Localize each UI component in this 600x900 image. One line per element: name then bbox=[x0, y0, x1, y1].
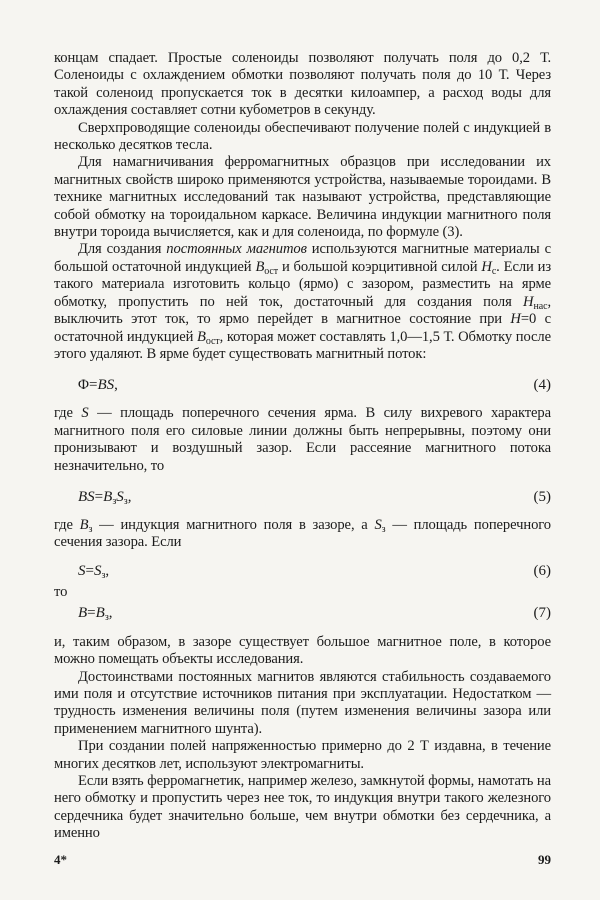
page-content bbox=[54, 50, 551, 843]
paragraph-10: Если взять ферромагнетик, например железо, замкнутой формы, намотать на него обмотку и пропустить через нее ток, то индукция внутри такого железного сердечника будет значительно больше, чем внутри обмотки без сердечника, а именно bbox=[54, 773, 551, 842]
paragraph-1: концам спадает. Простые соленоиды позволяют получать поля до 0,2 Т. Соленоиды с охлаждением обмотки позволяют получать поля до 10 Т. Через такой соленоид пропускается ток в десятки килоампер, а расход воды для охлаждения составляет сотни кубометров в секунду. bbox=[54, 50, 551, 119]
paragraph-2: Сверхпроводящие соленоиды обеспечивают получение полей с индукцией в несколько десятков тесла. bbox=[54, 119, 551, 154]
formula-7-number: (7) bbox=[533, 604, 551, 621]
paragraph-9: При создании полей напряженностью примерно до 2 Т издавна, в течение многих десятков лет, используют электромагниты. bbox=[54, 738, 551, 772]
formula-4-number: (4) bbox=[533, 377, 551, 394]
page-footer bbox=[54, 852, 551, 868]
paragraph-3: Для намагничивания ферромагнитных образцов при исследовании их магнитных свойств широко применяются устройства, называемые тороидами. В технике магнитных исследований так называют устройства, представляющие собой обмотку на тороидальном каркасе. Величина индукции магнитного поля внутри тороида вычисляется, как и для соленоида, по формуле (3). bbox=[54, 154, 551, 241]
formula-5: $BS=B_зS_з$, (5) bbox=[78, 488, 551, 507]
formula-6: $S=S_з$, (6) bbox=[78, 562, 551, 581]
formula-5-number: (5) bbox=[533, 488, 551, 505]
formula-4: Φ=BS, (4) bbox=[78, 377, 551, 394]
paragraph-6: где $B_з$ — индукция магнитного поля в зазоре, а $S_з$ — площадь поперечного сечения зазора. Если bbox=[54, 516, 551, 551]
paragraph-4: Для создания постоянных магнитов используются магнитные материалы с большой остаточной индукцией $B_{ост}$ и большой коэрцитивной силой $H_c$. Если из такого материала изготовить кольцо (ярмо) с зазором, разместить на ярме обмотку, пропустить по ней ток, достаточный для создания поля $H_{нас}$, выключить этот ток, то ярмо перейдет в магнитное состояние при H=0 с остаточной индукцией $B_{ост}$, которая может составлять 1,0—1,5 Т. Обмотку после этого удаляют. В ярме будет существовать магнитный поток: bbox=[54, 241, 551, 362]
page-number: 99 bbox=[538, 852, 551, 867]
formula-7: $B=B_з$, (7) bbox=[78, 604, 551, 623]
paragraph-7: и, таким образом, в зазоре существует большое магнитное поле, в которое можно помещать объекты исследования. bbox=[54, 633, 551, 668]
formula-6-number: (6) bbox=[533, 562, 551, 579]
to-word: то bbox=[54, 583, 68, 600]
signature-mark: 4* bbox=[54, 852, 67, 867]
paragraph-5: где S — площадь поперечного сечения ярма. В силу вихревого характера магнитного поля его силовые линии должны быть непрерывны, поэтому они пронизывают и воздушный зазор. Если рассеяние магнитного потока незначительно, то bbox=[54, 405, 552, 474]
paragraph-8: Достоинствами постоянных магнитов являются стабильность создаваемого ими поля и отсутствие источников питания при эксплуатации. Недостатком — трудность изменения величины поля (путем изменения величины зазора или применением магнитного шунта). bbox=[54, 668, 551, 737]
